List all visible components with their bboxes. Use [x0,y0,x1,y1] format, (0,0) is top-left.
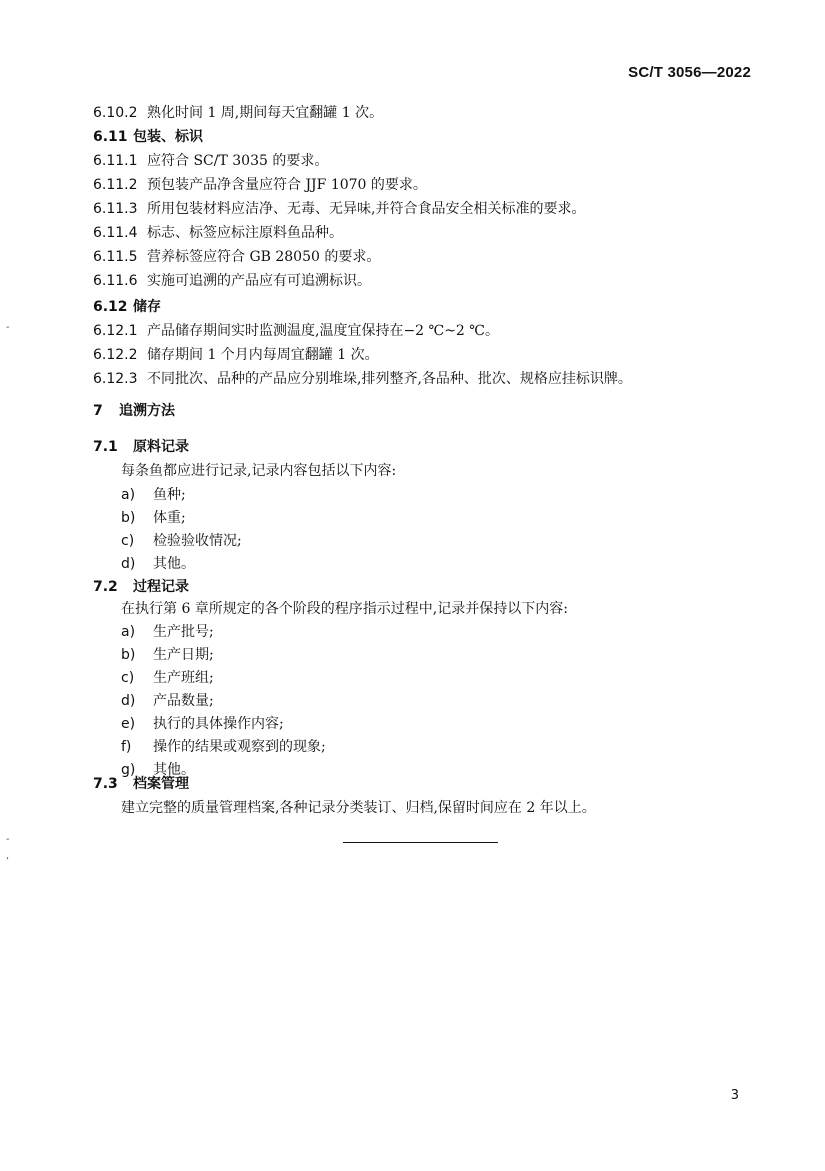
heading-text: 包装、标识 [133,129,203,145]
list-marker: a) [121,487,136,503]
clause [93,200,585,218]
heading-text: 过程记录 [133,579,189,595]
list-marker: b) [121,647,136,663]
clause-text: 其他。 [153,556,195,572]
list-item [121,715,284,733]
clause [93,152,328,170]
clause-text: 在执行第 6 章所规定的各个阶段的程序指示过程中,记录并保持以下内容: [121,601,568,617]
clause-text: 产品储存期间实时监测温度,温度宜保持在−2 ℃~2 ℃。 [147,323,499,339]
paragraph [121,600,568,618]
clause-number: 6.11.3 [93,201,138,217]
list-item [121,532,242,550]
clause [93,272,371,290]
clause [93,322,499,340]
section-heading [93,298,161,316]
list-marker: e) [121,716,136,732]
heading-text: 追溯方法 [119,403,175,419]
clause-text: 实施可追溯的产品应有可追溯标识。 [147,273,371,289]
list-item [121,669,214,687]
clause-text: 执行的具体操作内容; [153,716,284,732]
clause-text: 不同批次、品种的产品应分别堆垛,排列整齐,各品种、批次、规格应挂标识牌。 [147,371,632,387]
clause-number: 6.12.2 [93,347,138,363]
clause-number: 7.1 [93,439,118,455]
clause-number: 6.12.1 [93,323,138,339]
clause-text: 预包装产品净含量应符合 JJF 1070 的要求。 [147,177,427,193]
clause-text: 生产批号; [153,624,214,640]
section-heading [93,402,175,420]
clause [93,370,632,388]
clause-number: 6.10.2 [93,105,138,121]
list-marker: c) [121,533,135,549]
clause-text: 鱼种; [153,487,186,503]
section-heading [93,438,189,456]
clause-text: 所用包装材料应洁净、无毒、无异味,并符合食品安全相关标准的要求。 [147,201,586,217]
paragraph [121,462,396,480]
clause-number: 7.2 [93,579,118,595]
heading-text: 储存 [133,299,161,315]
clause-text: 熟化时间 1 周,期间每天宜翻罐 1 次。 [147,105,384,121]
clause [93,224,343,242]
page-number: 3 [730,1088,739,1103]
end-rule [343,842,498,843]
list-item [121,646,214,664]
clause-number: 7.3 [93,776,118,792]
clause-text: 标志、标签应标注原料鱼品种。 [147,225,343,241]
list-item [121,555,195,573]
clause-text: 产品数量; [153,693,214,709]
list-marker: b) [121,510,136,526]
clause-text: 应符合 SC/T 3035 的要求。 [147,153,329,169]
clause-text: 营养标签应符合 GB 28050 的要求。 [147,249,381,265]
list-marker: c) [121,670,135,686]
clause-text: 储存期间 1 个月内每周宜翻罐 1 次。 [147,347,379,363]
clause-number: 6.11.6 [93,273,138,289]
clause-text: 其他。 [153,762,195,778]
heading-text: 原料记录 [133,439,189,455]
list-marker: d) [121,556,136,572]
list-marker: a) [121,624,136,640]
list-item [121,509,186,527]
clause-number: 6.11.1 [93,153,138,169]
clause-number: 6.12 [93,299,128,315]
clause [93,346,379,364]
section-heading [93,128,203,146]
clause-text: 生产日期; [153,647,214,663]
list-item [121,738,326,756]
clause-number: 6.11.5 [93,249,138,265]
list-marker: g) [121,762,136,778]
heading-text: 档案管理 [133,776,189,792]
clause [93,104,383,122]
clause-text: 体重; [153,510,186,526]
list-item [121,486,186,504]
scan-mark: , [6,850,10,861]
clause [93,248,380,266]
clause-text: 建立完整的质量管理档案,各种记录分类装订、归档,保留时间应在 2 年以上。 [121,800,596,816]
clause-number: 6.12.3 [93,371,138,387]
clause-text: 生产班组; [153,670,214,686]
clause-text: 操作的结果或观察到的现象; [153,739,326,755]
clause-text: 每条鱼都应进行记录,记录内容包括以下内容: [121,463,397,479]
document-code: SC/T 3056—2022 [628,64,751,81]
list-item [121,692,214,710]
scan-mark: - [6,322,10,333]
clause-number: 6.11.2 [93,177,138,193]
clause-number: 6.11.4 [93,225,138,241]
clause [93,176,427,194]
clause-number: 7 [93,403,103,419]
clause-number: 6.11 [93,129,128,145]
section-heading [93,775,189,793]
clause-text: 检验验收情况; [153,533,242,549]
paragraph [121,799,596,817]
list-marker: d) [121,693,136,709]
list-marker: f) [121,739,132,755]
list-item [121,623,214,641]
scan-mark: - [6,834,10,845]
section-heading [93,578,189,596]
